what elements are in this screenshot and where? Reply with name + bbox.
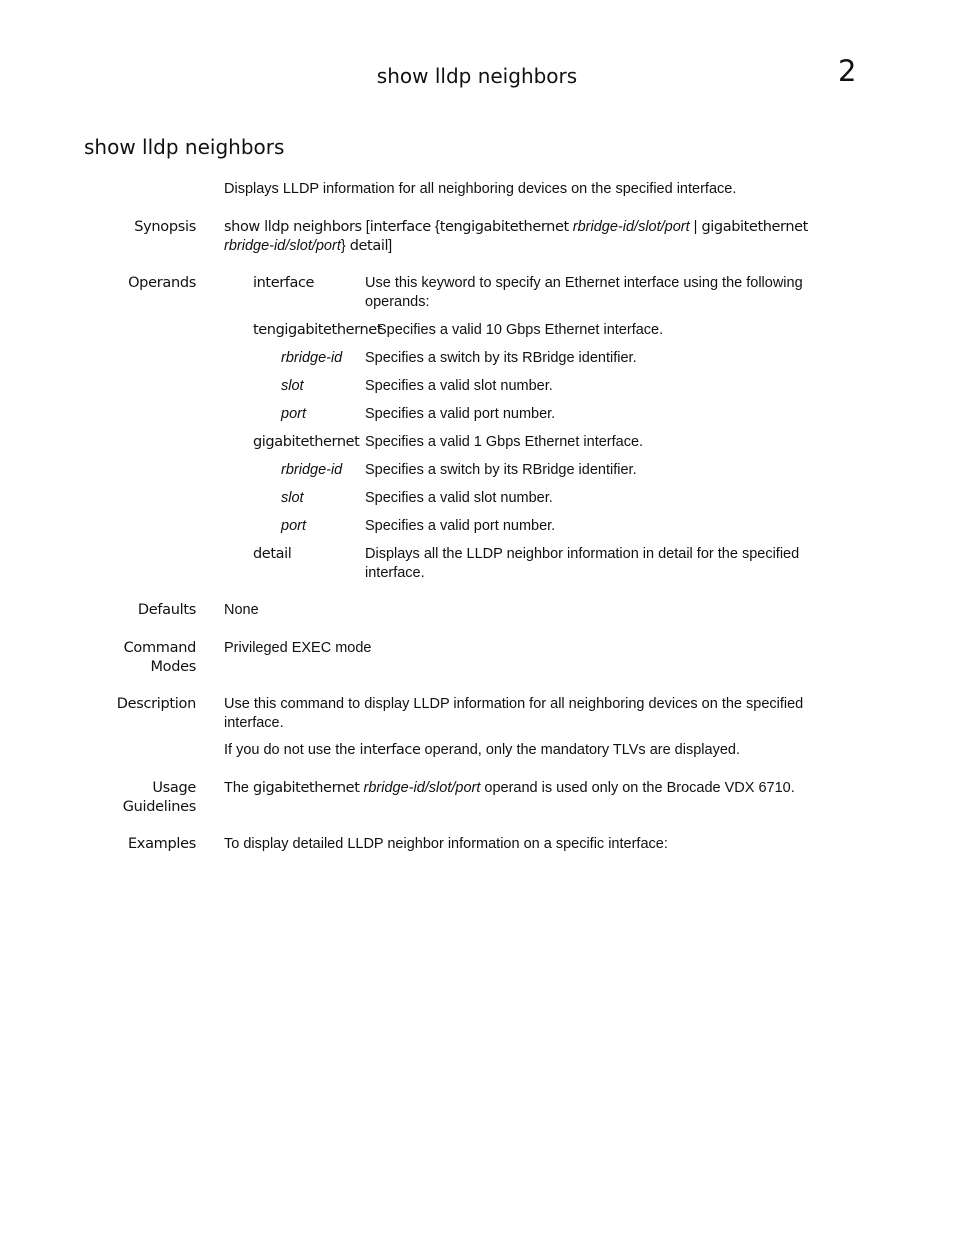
synopsis-arg2: rbridge-id/slot/port	[224, 237, 341, 254]
defaults-text: None	[224, 602, 259, 618]
operands-label: Operands	[128, 275, 196, 291]
operand-tengig-rbridge-desc: Specifies a switch by its RBridge identifier.	[365, 350, 637, 366]
synopsis-interface-kw: interface	[369, 219, 431, 235]
operand-gig-desc: Specifies a valid 1 Gbps Ethernet interface.	[365, 434, 644, 450]
description-p2-post: operand, only the mandatory TLVs are displayed.	[420, 742, 740, 758]
operand-gig-rbridge-desc: Specifies a switch by its RBridge identifier.	[365, 462, 637, 478]
description-paragraph-1: Use this command to display LLDP information for all neighboring devices on the specified interface.	[224, 696, 804, 731]
synopsis-close-bracket: ]	[388, 237, 393, 254]
synopsis-pipe: |	[689, 219, 702, 235]
chapter-number: 2	[838, 54, 857, 88]
usage-label-line1: Usage	[152, 780, 196, 796]
operand-detail-term: detail	[253, 546, 292, 562]
usage-guidelines-text	[224, 779, 824, 798]
synopsis-command: show lldp neighbors	[224, 219, 362, 235]
command-modes-text: Privileged EXEC mode	[224, 640, 372, 656]
synopsis-arg1: rbridge-id/slot/port	[568, 219, 690, 235]
operand-tengig-port-term: port	[281, 406, 306, 422]
synopsis-brace-open: {	[430, 219, 440, 235]
description-p2-pre: If you do not use the	[224, 742, 360, 758]
description-p2-keyword: interface	[359, 742, 421, 758]
operand-gig-slot-term: slot	[281, 490, 304, 506]
operand-gig-rbridge-term: rbridge-id	[281, 462, 343, 478]
synopsis-open-bracket: [	[361, 219, 370, 235]
usage-post: operand is used only on the Brocade VDX 6710.	[480, 780, 795, 796]
operand-gig-port-desc: Specifies a valid port number.	[365, 518, 556, 534]
usage-label-line2: Guidelines	[122, 799, 196, 815]
operand-tengig-slot-term: slot	[281, 378, 304, 394]
command-modes-label-line2: Modes	[150, 659, 196, 675]
usage-keyword: gigabitethernet	[253, 780, 360, 796]
description-label: Description	[116, 696, 196, 712]
examples-text: To display detailed LLDP neighbor information on a specific interface:	[224, 836, 668, 852]
operand-detail-desc: Displays all the LLDP neighbor information in detail for the specified interface.	[365, 546, 800, 581]
defaults-label: Defaults	[137, 602, 196, 618]
operand-gig-port-term: port	[281, 518, 306, 534]
usage-pre: The	[224, 780, 254, 796]
operand-tengig-desc: Specifies a valid 10 Gbps Ethernet interface.	[377, 322, 664, 338]
usage-guidelines-label	[76, 779, 196, 817]
command-modes-label-line1: Command	[123, 640, 196, 656]
synopsis-brace-close: }	[340, 237, 350, 254]
operand-interface-term: interface	[253, 275, 315, 291]
synopsis-tengig-kw: tengigabitethernet	[439, 219, 569, 235]
operand-interface-desc: Use this keyword to specify an Ethernet interface using the following operands:	[365, 275, 803, 310]
operand-tengig-term: tengigabitethernet	[253, 322, 383, 338]
operand-tengig-rbridge-term: rbridge-id	[281, 350, 343, 366]
operand-gig-term: gigabitethernet	[253, 434, 360, 450]
operand-tengig-slot-desc: Specifies a valid slot number.	[365, 378, 553, 394]
synopsis-detail-kw: detail	[349, 237, 389, 254]
command-modes-label	[76, 639, 196, 677]
description-paragraph-2	[224, 741, 824, 760]
synopsis-label: Synopsis	[134, 219, 196, 235]
operand-gig-slot-desc: Specifies a valid slot number.	[365, 490, 553, 506]
examples-label: Examples	[127, 836, 196, 852]
synopsis-text	[224, 218, 824, 255]
operand-tengig-port-desc: Specifies a valid port number.	[365, 406, 556, 422]
running-header-title: show lldp neighbors	[376, 64, 578, 88]
synopsis-gig-kw: gigabitethernet	[701, 219, 808, 235]
intro-text: Displays LLDP information for all neighboring devices on the specified interface.	[224, 181, 737, 197]
section-title: show lldp neighbors	[84, 135, 285, 159]
usage-arg: rbridge-id/slot/port	[359, 780, 481, 796]
